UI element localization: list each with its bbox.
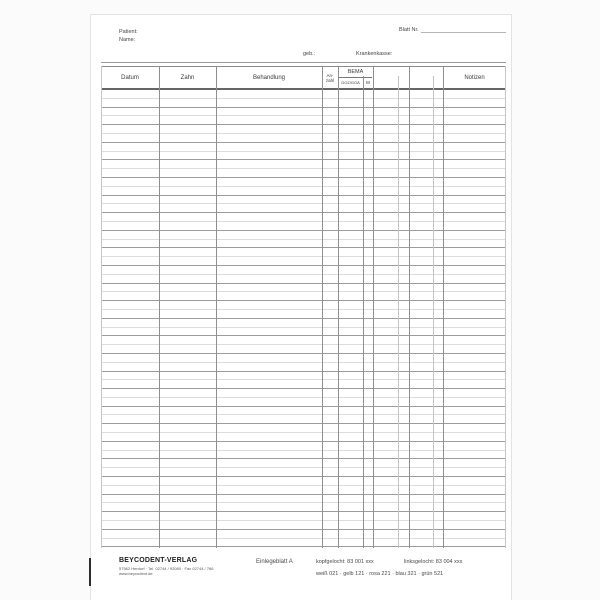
table-row: [101, 143, 506, 161]
table-row: [101, 90, 506, 108]
table-row: [101, 459, 506, 477]
table-row: [101, 372, 506, 390]
punch-info-kopfgelocht: kopfgelocht: 83 001 xxx: [316, 559, 374, 565]
table-row: [101, 530, 506, 548]
column-header-datum: Datum: [121, 75, 139, 81]
column-divider: [322, 66, 323, 548]
sheet-name: Einlegeblatt A: [256, 559, 293, 565]
table-row-halfline: [101, 530, 506, 539]
table-row-halfline: [101, 143, 506, 152]
table-row-halfline: [101, 125, 506, 134]
column-header-goz-goa: GOZ/GOÄ: [341, 80, 360, 85]
column-divider-goz-m: [363, 76, 364, 548]
blatt-nr-field: [399, 26, 506, 33]
column-header-anzahl: [321, 73, 339, 83]
anzahl-line2: zahl: [325, 78, 335, 83]
punch-info-linksgelocht: linksgelocht: 83 004 xxx: [404, 559, 463, 565]
table-row-halfline: [101, 284, 506, 293]
column-divider: [373, 66, 374, 548]
table-row: [101, 495, 506, 513]
publisher-name: BEYCODENT-VERLAG: [119, 557, 198, 564]
table-row: [101, 354, 506, 372]
column-subdivider: [433, 76, 434, 548]
column-header-zahn: Zahn: [180, 75, 195, 81]
krankenkasse-label: Krankenkasse:: [356, 51, 393, 57]
table-row-halfline: [101, 231, 506, 240]
print-registration-mark: [89, 558, 91, 586]
table-row-halfline: [101, 407, 506, 416]
publisher-website: www.beycodent.de: [119, 571, 153, 576]
column-header-behandlung: Behandlung: [252, 75, 286, 81]
column-header-bema: BEMA: [347, 69, 364, 75]
table-row: [101, 319, 506, 337]
table-row: [101, 301, 506, 319]
table-row-halfline: [101, 108, 506, 117]
paper-color-codes: weiß 021 · gelb 121 · rosa 221 · blau 321 · grün 521: [316, 571, 444, 577]
table-row-halfline: [101, 442, 506, 451]
table-row-halfline: [101, 372, 506, 381]
table-row: [101, 442, 506, 460]
table-row: [101, 266, 506, 284]
table-row-halfline: [101, 178, 506, 187]
table-row-halfline: [101, 248, 506, 257]
table-row: [101, 125, 506, 143]
treatment-table: [101, 66, 506, 548]
table-row: [101, 178, 506, 196]
table-row-halfline: [101, 354, 506, 363]
column-divider: [159, 66, 160, 548]
bema-underline: [339, 77, 372, 78]
column-divider: [409, 66, 410, 548]
table-row: [101, 160, 506, 178]
publisher-address: 57562 Herdorf · Tel. 02744 / 92080 · Fax 02744 / 766: [119, 566, 214, 571]
blatt-nr-label: Blatt Nr.: [399, 27, 419, 33]
anzahl-line1: An-: [326, 73, 334, 78]
table-row-halfline: [101, 266, 506, 275]
table-row: [101, 389, 506, 407]
table-row-halfline: [101, 389, 506, 398]
table-row: [101, 213, 506, 231]
table-row: [101, 284, 506, 302]
patient-label: Patient:: [119, 29, 138, 35]
table-row: [101, 196, 506, 214]
table-row-halfline: [101, 459, 506, 468]
column-subdivider: [398, 76, 399, 548]
column-header-notizen: Notizen: [464, 75, 485, 81]
column-divider: [338, 66, 339, 548]
table-row: [101, 512, 506, 530]
table-row-halfline: [101, 336, 506, 345]
table-right-edge: [505, 66, 506, 548]
table-left-edge: [101, 66, 102, 548]
geburtsdatum-label: geb.:: [303, 51, 316, 57]
table-row: [101, 336, 506, 354]
table-row: [101, 424, 506, 442]
table-row-halfline: [101, 160, 506, 169]
table-row: [101, 231, 506, 249]
patient-writein-line: [101, 62, 506, 63]
table-row-halfline: [101, 495, 506, 504]
table-row: [101, 248, 506, 266]
table-row-halfline: [101, 90, 506, 99]
table-row-halfline: [101, 424, 506, 433]
table-row: [101, 407, 506, 425]
column-divider: [443, 66, 444, 548]
column-divider: [216, 66, 217, 548]
table-body: [101, 90, 506, 547]
column-header-m: M: [366, 80, 370, 85]
table-row-halfline: [101, 213, 506, 222]
table-row: [101, 477, 506, 495]
table-row-halfline: [101, 319, 506, 328]
table-row-halfline: [101, 301, 506, 310]
table-row-halfline: [101, 477, 506, 486]
form-page: [90, 14, 512, 600]
blatt-nr-writein-line: [421, 26, 506, 33]
table-row-halfline: [101, 196, 506, 205]
table-row-halfline: [101, 512, 506, 521]
table-row: [101, 108, 506, 126]
table-header: [101, 66, 506, 90]
name-label: Name:: [119, 37, 136, 43]
